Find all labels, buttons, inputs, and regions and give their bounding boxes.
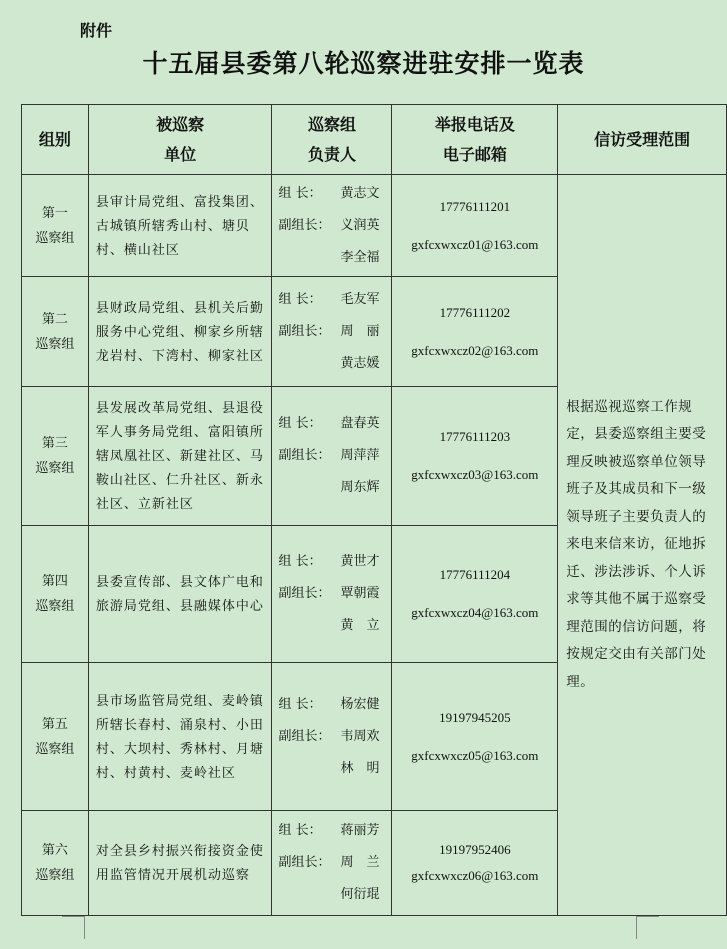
email: gxfcxwxcz01@163.com <box>411 236 539 252</box>
contact-cell <box>392 811 558 916</box>
document-title: 十五届县委第八轮巡察进驻安排一览表 <box>142 49 585 78</box>
table-row <box>22 175 727 277</box>
email: gxfcxwxcz06@163.com <box>411 868 539 883</box>
leader-cell: 组 长： 盘春英 副组长： 周萍萍 周东辉 <box>272 387 392 526</box>
email: gxfcxwxcz02@163.com <box>411 342 539 358</box>
leader-cell: 组 长： 黄世才 副组长： 覃朝霞 黄 立 <box>272 526 392 663</box>
unit-cell: 县财政局党组、县机关后勤服务中心党组、柳家乡所辖龙岩村、下湾村、柳家社区 <box>88 277 272 387</box>
unit-cell: 县委宣传部、县文体广电和旅游局党组、县融媒体中心 <box>88 526 272 663</box>
contact-cell <box>392 175 558 277</box>
attachment-label: 附件 <box>80 21 113 40</box>
unit-cell: 县审计局党组、富投集团、古城镇所辖秀山村、塘贝村、横山社区 <box>88 175 272 277</box>
group-cell: 第一 巡察组 <box>22 175 89 277</box>
header-contact: 举报电话及 电子邮箱 <box>392 105 558 175</box>
email: gxfcxwxcz05@163.com <box>411 747 539 763</box>
unit-cell: 县市场监管局党组、麦岭镇所辖长春村、涌泉村、小田村、大坝村、秀林村、月塘村、村黄村、麦岭社区 <box>88 663 272 811</box>
contact-cell <box>392 526 558 663</box>
group-cell: 第六 巡察组 <box>22 811 89 916</box>
header-scope: 信访受理范围 <box>558 105 727 175</box>
email: gxfcxwxcz04@163.com <box>411 605 539 620</box>
group-cell: 第三 巡察组 <box>22 387 89 526</box>
leader-cell: 组 长： 蒋丽芳 副组长： 周 兰 何衍琨 <box>272 811 392 916</box>
group-cell: 第二 巡察组 <box>22 277 89 387</box>
phone: 17776111202 <box>439 304 511 320</box>
header-group: 组别 <box>22 105 89 175</box>
email: gxfcxwxcz03@163.com <box>411 467 539 482</box>
unit-cell: 县发展改革局党组、县退役军人事务局党组、富阳镇所辖凤凰社区、新建社区、马鞍山社区、仁升社区、新永社区、立新社区 <box>88 387 272 526</box>
phone: 19197945205 <box>439 709 511 725</box>
leader-cell: 组 长： 毛友军 副组长： 周 丽 黄志媛 <box>272 277 392 387</box>
phone: 17776111203 <box>439 429 511 444</box>
leader-cell: 组 长： 杨宏健 副组长： 韦周欢 林 明 <box>272 663 392 811</box>
phone: 19197952406 <box>439 842 511 857</box>
header-row <box>22 105 727 175</box>
phone: 17776111204 <box>439 567 511 582</box>
header-unit: 被巡察 单位 <box>88 105 272 175</box>
unit-cell: 对全县乡村振兴衔接资金使用监管情况开展机动巡察 <box>88 811 272 916</box>
contact-cell <box>392 387 558 526</box>
crop-mark-right <box>636 916 659 939</box>
header-leader: 巡察组 负责人 <box>272 105 392 175</box>
inspection-schedule-table <box>21 104 727 916</box>
group-cell: 第四 巡察组 <box>22 526 89 663</box>
contact-cell <box>392 663 558 811</box>
phone: 17776111201 <box>439 198 511 214</box>
contact-cell <box>392 277 558 387</box>
group-cell: 第五 巡察组 <box>22 663 89 811</box>
leader-cell: 组 长： 黄志文 副组长： 义润英 李全福 <box>272 175 392 277</box>
crop-mark-left <box>62 916 85 939</box>
scope-cell: 根据巡视巡察工作规定，县委巡察组主要受理反映被巡察单位领导班子及其成员和下一级领导班子主要负责人的来电来信来访，征地拆迁、涉法涉诉、个人诉求等其他不属于巡察受理范围的信访问题，将按规定交由有关部门处理。 <box>558 175 727 916</box>
